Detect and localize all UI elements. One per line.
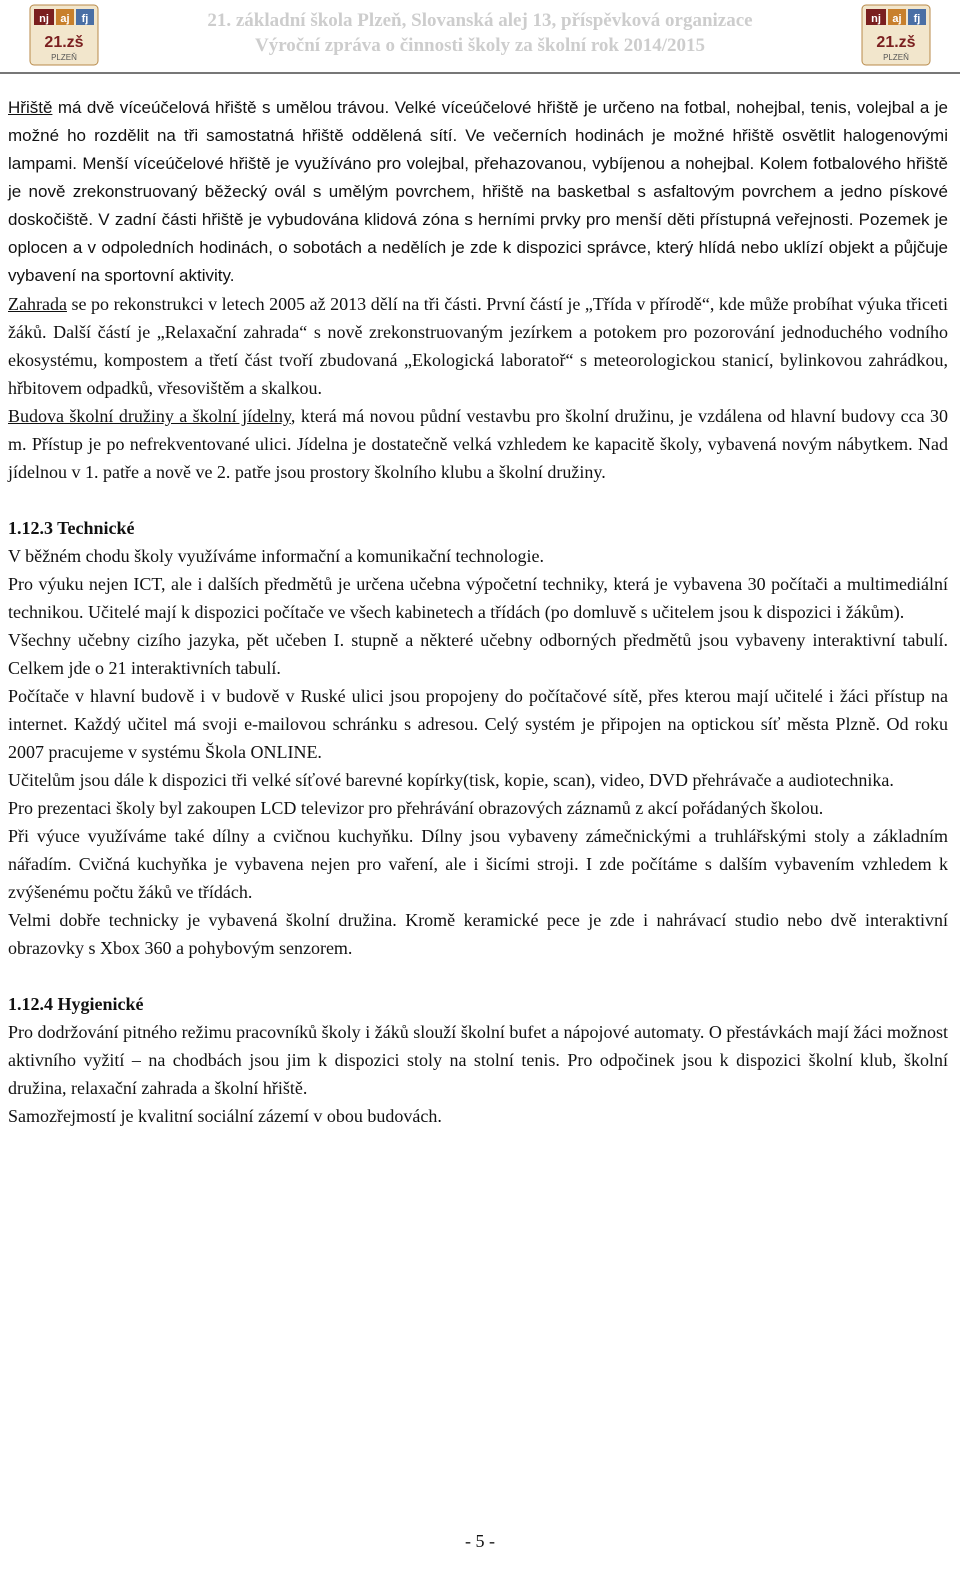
header-divider [0, 72, 960, 74]
header-line-1: 21. základní škola Plzeň, Slovanská alej 13, příspěvková organizace [207, 10, 753, 31]
hyg-paragraph-1: Pro dodržování pitného režimu pracovníků školy i žáků slouží školní bufet a nápojové automaty. O přestávkách mají žáci možnost aktivního vyžití – na chodbách jsou jim k dispozici stoly na stolní tenis. Pro odpočinek jsou k dispozici školní klub, školní družina, relaxační zahrada a školní hřiště. [8, 1022, 948, 1098]
zahrada-lead: Zahrada [8, 294, 67, 314]
logo-fj: fj [81, 13, 89, 25]
paragraph-hriste [8, 94, 948, 290]
hyg-paragraph-2: Samozřejmostí je kvalitní sociální zázemí v obou budovách. [8, 1106, 442, 1126]
logo-aj: aj [60, 13, 70, 25]
budova-lead: Budova školní družiny a školní jídelny [8, 406, 291, 426]
tech-paragraph-8: Velmi dobře technicky je vybavená školní družina. Kromě keramické pece je zde i nahrávací studio nebo dvě interaktivní obrazovky s Xbox 360 a pohybovým senzorem. [8, 910, 948, 958]
tech-paragraph-2: Pro výuku nejen ICT, ale i dalších předmětů je určena učebna výpočetní techniky, která je vybavena 30 počítači a multimediální technikou. Učitelé mají k dispozici počítače ve všech kabinetech a třídách (po domluvě s učitelem jsou k dispozici i žákům). [8, 574, 948, 622]
page-number: - 5 - [465, 1531, 495, 1551]
logo-fj: fj [913, 13, 921, 25]
tech-paragraph-4: Počítače v hlavní budově i v budově v Ruské ulici jsou propojeny do počítačové sítě, přes kterou mají učitelé i žáci přístup na internet. Každý učitel má svoji e-mailovou schránku s adresou. Celý systém je připojen na optickou síť města Plzně. Od roku 2007 pracujeme v systému Škola ONLINE. [8, 686, 948, 762]
tech-paragraph-3: Všechny učebny cizího jazyka, pět učeben I. stupně a některé učebny odborných předmětů jsou vybaveny interaktivní tabulí. Celkem jde o 21 interaktivních tabulí. [8, 630, 948, 678]
logo-num: 21.zš [44, 34, 84, 51]
budova-text: , která má novou půdní vestavbu pro školní družinu, je vzdálena od hlavní budovy cca 30 m. Přístup je po nefrekventované ulici. Jídelna je dostatečně velká vzhledem ke kapacitě školy, vybavená novým nábytkem. Nad jídelnou v 1. patře a nově ve 2. patře jsou prostory školního klubu a školní družiny. [8, 406, 949, 482]
hriste-lead: Hřiště [8, 98, 53, 117]
school-logo-right [860, 3, 932, 67]
tech-paragraph-6: Pro prezentaci školy byl zakoupen LCD televizor pro přehrávání obrazových záznamů z akcí pořádaných školou. [8, 798, 824, 818]
logo-nj: nj [39, 13, 49, 25]
tech-paragraph-1: V běžném chodu školy využíváme informační a komunikační technologie. [8, 546, 545, 566]
document-body [8, 94, 948, 1130]
paragraph-budova [8, 402, 948, 486]
logo-sub: PLZEŇ [51, 53, 77, 62]
logo-aj: aj [892, 13, 902, 25]
header-line-2: Výroční zpráva o činnosti školy za školní rok 2014/2015 [254, 35, 706, 56]
heading-technicke: 1.12.3 Technické [8, 518, 135, 538]
tech-paragraph-7: Při výuce využíváme také dílny a cvičnou kuchyňku. Dílny jsou vybaveny zámečnickými a truhlářskými stoly a základním nářadím. Cvičná kuchyňka je vybavena nejen pro vaření, ale i šicími stroji. I zde počítáme s dalším vybavením vzhledem k zvýšenému počtu žáků ve třídách. [8, 826, 948, 902]
tech-paragraph-5: Učitelům jsou dále k dispozici tři velké síťové barevné kopírky(tisk, kopie, scan), video, DVD přehrávače a audiotechnika. [8, 770, 894, 790]
zahrada-text: se po rekonstrukci v letech 2005 až 2013 dělí na tři části. První částí je „Třída v přírodě“, kde může probíhat výuka třiceti žáků. Další částí je „Relaxační zahrada“ s nově zrekonstruovaným jezírkem a potokem pro pozorování jednoduchého vodního ekosystému, kompostem a třetí část tvoří zbudovaná „Ekologická laboratoř“ s meteorologickou stanicí, bylinkovou zahrádkou, hřbitovem odpadků, vřesovištěm a skalkou. [8, 294, 948, 398]
logo-nj: nj [871, 13, 881, 25]
school-logo-left [28, 3, 100, 67]
header-title [100, 8, 860, 58]
hriste-text: má dvě víceúčelová hřiště s umělou trávou. Velké víceúčelové hřiště je určeno na fotbal, nohejbal, tenis, volejbal a je možné ho rozdělit na tři samostatná hřiště oddělená sítí. Ve večerních hodinách je možné hřiště osvětlit halogenovými lampami. Menší víceúčelové hřiště je využíváno pro volejbal, přehazovanou, vybíjenou a nohejbal. Kolem fotbalového hřiště je nově zrekonstruovaný běžecký ovál s umělým povrchem, hřiště na basketbal s asfaltovým povrchem a jedno pískové doskočiště. V zadní části hřiště je vybudována klidová zóna s herními prvky pro menší děti přístupná veřejnosti. Pozemek je oplocen a v odpoledních hodinách, o sobotách a nedělích je zde k dispozici správce, který hlídá nebo uklízí objekt a půjčuje vybavení na sportovní aktivity. [8, 98, 948, 285]
heading-hygienicke: 1.12.4 Hygienické [8, 994, 144, 1014]
paragraph-zahrada [8, 290, 948, 402]
page-header [0, 0, 960, 72]
logo-num: 21.zš [876, 34, 916, 51]
logo-sub: PLZEŇ [883, 53, 909, 62]
